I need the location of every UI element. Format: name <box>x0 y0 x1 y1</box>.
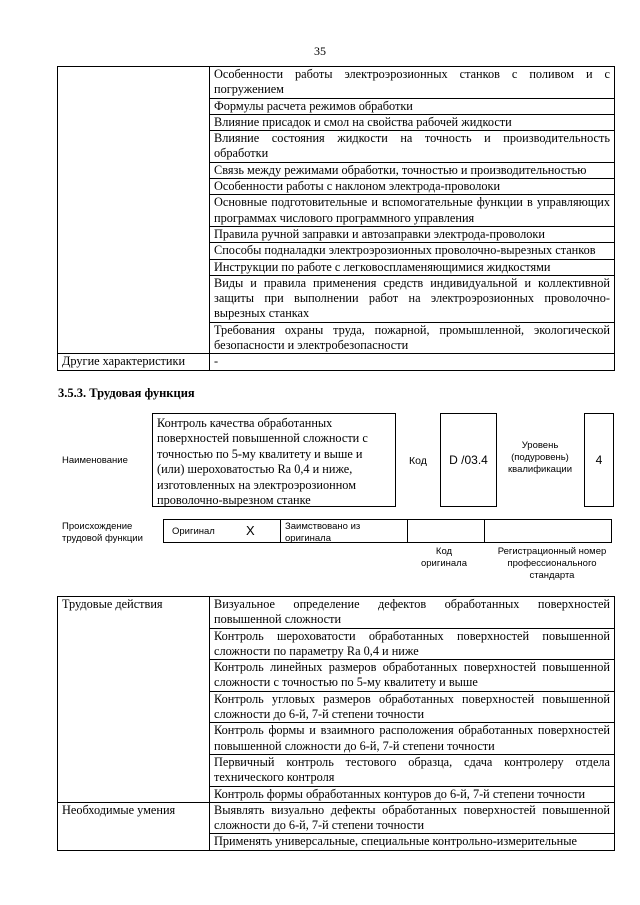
knowledge-item: Способы подналадки электроэрозионных проволочно-вырезных станков <box>210 243 615 259</box>
skill-item: Выявлять визуально дефекты обработанных поверхностей повышенной сложности до 6-й, 7-й степени точности <box>210 802 615 834</box>
original-mark: X <box>246 523 255 538</box>
action-item: Контроль формы и взаимного расположения обработанных поверхностей повышенной сложности до 6-й, 7-й степени точности <box>210 723 615 755</box>
knowledge-item: Правила ручной заправки и автозаправки электрода-проволоки <box>210 226 615 242</box>
action-item: Контроль шероховатости обработанных поверхностей повышенной сложности по параметру Ra 0,4 и ниже <box>210 628 615 660</box>
original-label: Оригинал <box>172 526 215 537</box>
code-label: Код <box>409 455 427 467</box>
knowledge-item: Требования охраны труда, пожарной, промышленной, экологической безопасности и электробезопасности <box>210 322 615 354</box>
knowledge-item: Основные подготовительные и вспомогательные функции в управляющих программах числового программного управления <box>210 195 615 227</box>
knowledge-table <box>57 66 615 371</box>
name-label: Наименование <box>62 455 128 466</box>
action-item: Контроль формы обработанных контуров до 6-й, 7-й степени точности <box>210 786 615 802</box>
reg-number-cell <box>484 519 612 543</box>
level-value-box: 4 <box>584 413 614 507</box>
original-code-cell <box>407 519 485 543</box>
origin-label: Происхождение трудовой функции <box>62 521 143 544</box>
knowledge-item: Виды и правила применения средств индивидуальной и коллективной защиты при выполнении работ на электроэрозионных проволочно-вырезных станках <box>210 275 615 322</box>
knowledge-item: Формулы расчета режимов обработки <box>210 98 615 114</box>
knowledge-item: Особенности работы с наклоном электрода-проволоки <box>210 179 615 195</box>
knowledge-item: Особенности работы электроэрозионных станков с поливом и с погружением <box>210 67 615 99</box>
knowledge-item: Влияние состояния жидкости на точность и производительность обработки <box>210 131 615 163</box>
original-code-caption: Код оригинала <box>420 546 467 569</box>
knowledge-item: Инструкции по работе с легковоспламеняющимися жидкостями <box>210 259 615 275</box>
knowledge-item: Связь между режимами обработки, точностью и производительностью <box>210 162 615 178</box>
knowledge-label-cell <box>58 67 210 354</box>
code-value-box: D /03.4 <box>440 413 497 507</box>
actions-label: Трудовые действия <box>58 597 210 803</box>
borrowed-label: Заимствовано из оригинала <box>285 521 361 544</box>
original-cell <box>163 519 281 543</box>
action-item: Визуальное определение дефектов обработанных поверхностей повышенной сложности <box>210 597 615 629</box>
skill-item: Применять универсальные, специальные контрольно-измерительные <box>210 834 615 850</box>
action-item: Контроль угловых размеров обработанных поверхностей повышенной сложности до 6-й, 7-й степени точности <box>210 691 615 723</box>
actions-table <box>57 596 615 851</box>
skills-label: Необходимые умения <box>58 802 210 850</box>
other-characteristics-value: - <box>210 354 615 370</box>
action-item: Контроль линейных размеров обработанных поверхностей повышенной сложности с точностью по 5-му квалитету и выше <box>210 660 615 692</box>
function-name-box: Контроль качества обработанных поверхностей повышенной сложности с точностью по 5-му квалитету и выше и (или) шероховатостью Ra 0,4 и ниже, изготовленных на электроэрозионном проволочно-вырезном станке <box>152 413 396 507</box>
reg-number-caption: Регистрационный номер профессионального стандарта <box>497 546 607 581</box>
action-item: Первичный контроль тестового образца, сдача контролеру отдела технического контроля <box>210 754 615 786</box>
other-characteristics-label: Другие характеристики <box>58 354 210 370</box>
borrowed-cell <box>280 519 408 543</box>
level-label: Уровень (подуровень) квалификации <box>507 440 573 475</box>
knowledge-item: Влияние присадок и смол на свойства рабочей жидкости <box>210 114 615 130</box>
page-number: 35 <box>314 44 326 58</box>
section-heading: 3.5.3. Трудовая функция <box>58 386 195 400</box>
